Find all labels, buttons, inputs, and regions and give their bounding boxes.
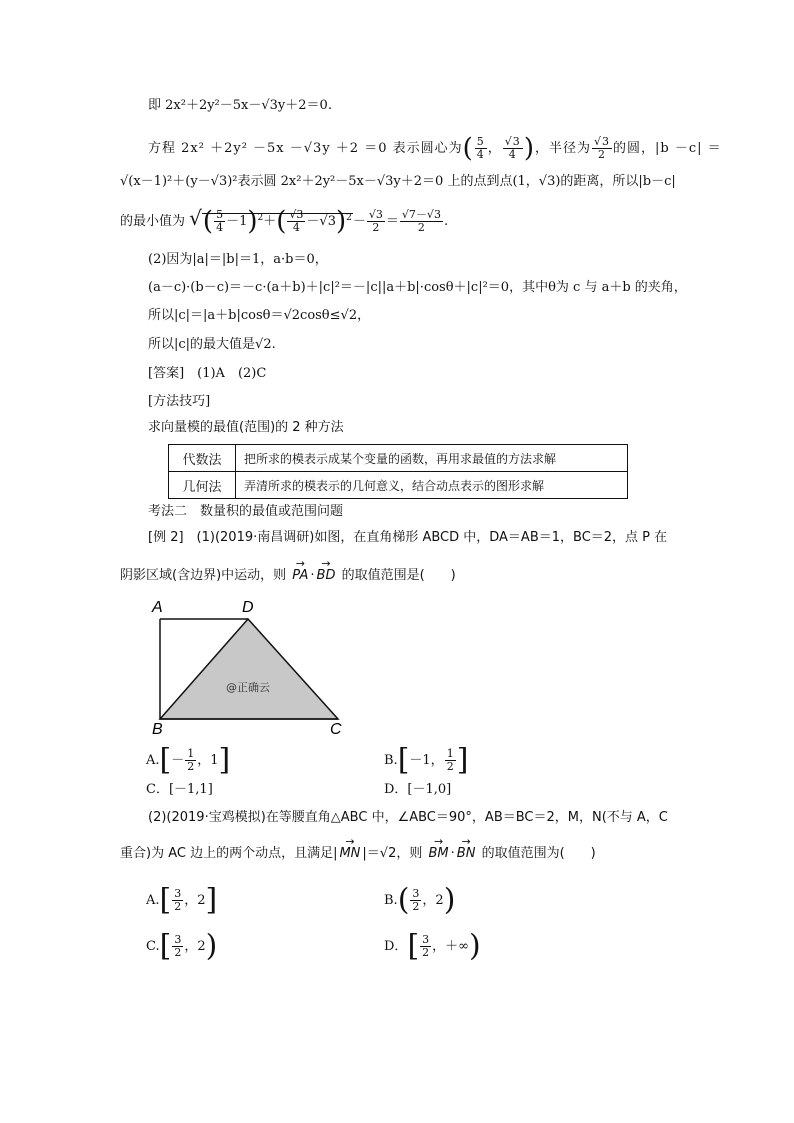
choice2-b: B.( $\frac{3}{2}$ ，2): [384, 882, 456, 918]
text-segment: 的最小值为: [120, 214, 186, 229]
choice-b: B.[－1， $\frac{1}{2}$ ]: [384, 742, 469, 778]
fraction: $\frac{√3}{2}$: [368, 208, 383, 234]
text-segment: 方程 2x² ＋2y² －5x －√3y ＋2 ＝0 表示圆心为: [148, 141, 463, 156]
vertex-label-a: A: [152, 599, 163, 616]
vector-bn: → BN: [457, 844, 476, 864]
trapezoid-figure: [148, 595, 358, 735]
fraction: $\frac{5}{4}$: [476, 135, 485, 161]
method-desc: 弄清所求的模表示的几何意义，结合动点表示的图形求解: [236, 472, 628, 499]
distance-line: √(x－1)²＋(y－√3)²表示圆 2x²＋2y²－5x－√3y＋2＝0 上的点到点(1，√3)的距离，所以|b－c|: [120, 174, 676, 189]
table-row: [169, 445, 628, 472]
vector-bd: → BD: [317, 566, 336, 586]
answer-line: [答案] (1)A (2)C: [148, 366, 267, 381]
circle-center-line: 方程 2x² ＋2y² －5x －√3y ＋2 ＝0 表示圆心为( $\frac{5}{4}$ ， $\frac{√3}{4}$ )，半径为 $\frac{√3}{2}$ 的圆，|b －c| ＝: [148, 133, 722, 164]
min-value-line: 的最小值为 √( $\frac{5}{4}$ －1)$^2$＋( $\frac{√3}{4}$ －√3)$^2$－ $\frac{√3}{2}$ ＝ $\frac{√7-√3}{2}$ .: [120, 206, 449, 237]
fraction: $\frac{√3}{4}$: [504, 135, 521, 161]
sqrt-body: ( $\frac{5}{4}$ －1)$^2$＋( $\frac{√3}{4}$ －√3)$^2$: [202, 206, 352, 237]
dot-product-line: (a－c)·(b－c)＝－c·(a＋b)＋|c|²＝－|c||a＋b|·cosθ＋|c|²＝0，其中θ为 c 与 a＋b 的夹角，: [148, 280, 687, 295]
example2-line1: [例 2] (1)(2019·南昌调研)如图，在直角梯形 ABCD 中，DA＝AB＝1，BC＝2，点 P 在: [148, 530, 668, 545]
vertex-label-c: C: [330, 721, 342, 735]
question2-line2: 重合)为 AC 边上的两个动点，且满足|→ MN |＝√2，则 → BM ·→ BN 的取值范围为( ): [120, 844, 596, 864]
tip-title: 求向量模的最值(范围)的 2 种方法: [148, 420, 344, 435]
choice2-c: C.[ $\frac{3}{2}$ ，2): [146, 928, 218, 964]
watermark: @正确云: [226, 681, 270, 694]
vector-mn: → MN: [339, 844, 360, 864]
method-name: 几何法: [169, 472, 236, 499]
vector-bm: → BM: [429, 844, 449, 864]
sqrt-sign: √: [189, 206, 202, 230]
choice-d: D．[－1,0]: [384, 782, 452, 797]
choice2-d: D．[ $\frac{3}{2}$ ，＋∞): [384, 928, 481, 964]
methods-table: [168, 444, 628, 499]
example2-line2: 阴影区域(含边界)中运动，则 → PA ·→ BD 的取值范围是( ): [120, 566, 456, 586]
vertex-label-b: B: [152, 721, 163, 735]
vertex-label-d: D: [242, 599, 254, 616]
cos-line: 所以|c|＝|a＋b|cosθ＝√2cosθ≤√2，: [148, 308, 371, 323]
question2-line1: (2)(2019·宝鸡模拟)在等腰直角△ABC 中，∠ABC＝90°，AB＝BC＝2，M，N(不与 A，C: [148, 810, 668, 825]
vector-pa: → PA: [292, 566, 308, 586]
shaded-region: [160, 619, 338, 719]
fraction: $\frac{√3}{2}$: [593, 135, 610, 161]
table-row: [169, 472, 628, 499]
equation-line: 即 2x²＋2y²－5x－√3y＋2＝0.: [148, 98, 332, 113]
part2-line: (2)因为|a|＝|b|＝1，a·b＝0，: [148, 252, 328, 267]
paren-close: ): [523, 133, 535, 164]
text-segment: 的圆，|b －c| ＝: [613, 141, 722, 156]
method-name: 代数法: [169, 445, 236, 472]
max-line: 所以|c|的最大值是√2.: [148, 337, 276, 352]
paren-open: (: [462, 133, 474, 164]
text-segment: ，半径为: [534, 141, 591, 156]
choice2-a: A.[ $\frac{3}{2}$ ，2]: [146, 882, 218, 918]
choice-c: C．[－1,1]: [146, 782, 213, 797]
section-heading: 考法二 数量积的最值或范围问题: [148, 504, 344, 519]
tip-heading: [方法技巧]: [148, 394, 211, 409]
fraction: $\frac{√7-√3}{2}$: [401, 208, 441, 234]
choice-a: A.[－ $\frac{1}{2}$ ，1]: [146, 742, 231, 778]
method-desc: 把所求的模表示成某个变量的函数，再用求最值的方法求解: [236, 445, 628, 472]
